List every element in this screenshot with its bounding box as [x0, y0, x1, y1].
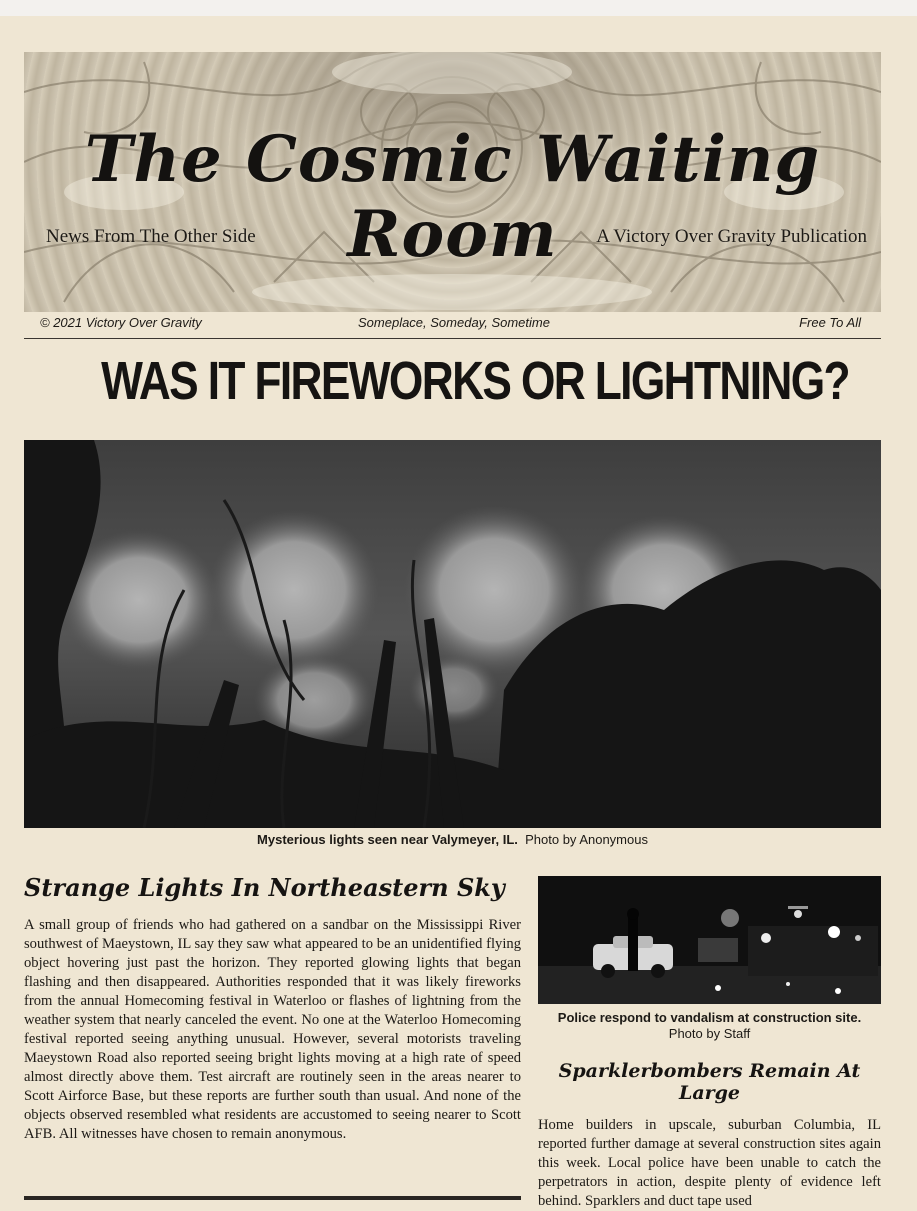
copyright-text: © 2021 Victory Over Gravity	[40, 315, 202, 330]
bottom-divider	[24, 1196, 521, 1200]
main-caption-text: Mysterious lights seen near Valymeyer, IL.	[257, 832, 518, 847]
side-caption-text: Police respond to vandalism at construction site.	[557, 1010, 862, 1025]
price-text: Free To All	[799, 315, 861, 330]
article-right	[538, 876, 881, 1211]
main-photo	[24, 440, 881, 828]
side-caption-credit: Photo by Staff	[668, 1026, 751, 1041]
dateline-text: Someplace, Someday, Sometime	[358, 315, 550, 330]
article-left-title: Strange Lights In Northeastern Sky	[24, 873, 505, 902]
masthead	[24, 52, 881, 312]
main-photo-caption	[24, 832, 881, 847]
masthead-title: The Cosmic Waiting Room	[84, 122, 821, 272]
main-headline: WAS IT FIREWORKS OR LIGHTNING?	[101, 351, 849, 411]
masthead-tagline-left: News From The Other Side	[46, 226, 256, 247]
main-caption-credit: Photo by Anonymous	[525, 832, 648, 847]
ufo-lights-image	[24, 440, 881, 828]
article-left-body: A small group of friends who had gathered on a sandbar on the Mississippi River southwest of Maeystown, IL say they saw what appeared to be an unidentified flying object hovering just past the horizon. They reported glowing lights that began flashing and then disappeared. Authorities responded that it was likely fireworks from the annual Homecoming festival in Waterloo or flashes of lightning from the weather system that nearly canceled the event. No one at the Waterloo Homecoming festival reported seeing anything unusual. However, several motorists traveling Maeystown Road also reported seeing bright lights moving at a high rate of speed almost directly above them. Test aircraft are routinely seen in the areas nearer to Scott Airforce Base, but these reports are further south than usual. And none of the objects observed resembled what residents are accustomed to seeing nearer to Scott AFB. All witnesses have chosen to remain anonymous.	[24, 917, 521, 1142]
side-photo	[538, 876, 881, 1004]
info-bar	[24, 314, 881, 336]
article-left	[24, 870, 521, 1144]
top-bar	[0, 0, 917, 16]
article-right-body: Home builders in upscale, suburban Columbia, IL reported further damage at several construction sites again this week. Local police have been unable to catch the perpetrators in action, despite plenty of evidence left behind. Sparklers and duct tape used	[538, 1117, 881, 1209]
police-scene-image	[538, 876, 881, 1004]
side-photo-caption	[538, 1010, 881, 1042]
divider	[24, 338, 881, 339]
masthead-tagline-right: A Victory Over Gravity Publication	[596, 226, 867, 247]
article-right-title: Sparklerbombers Remain At Large	[558, 1060, 861, 1104]
